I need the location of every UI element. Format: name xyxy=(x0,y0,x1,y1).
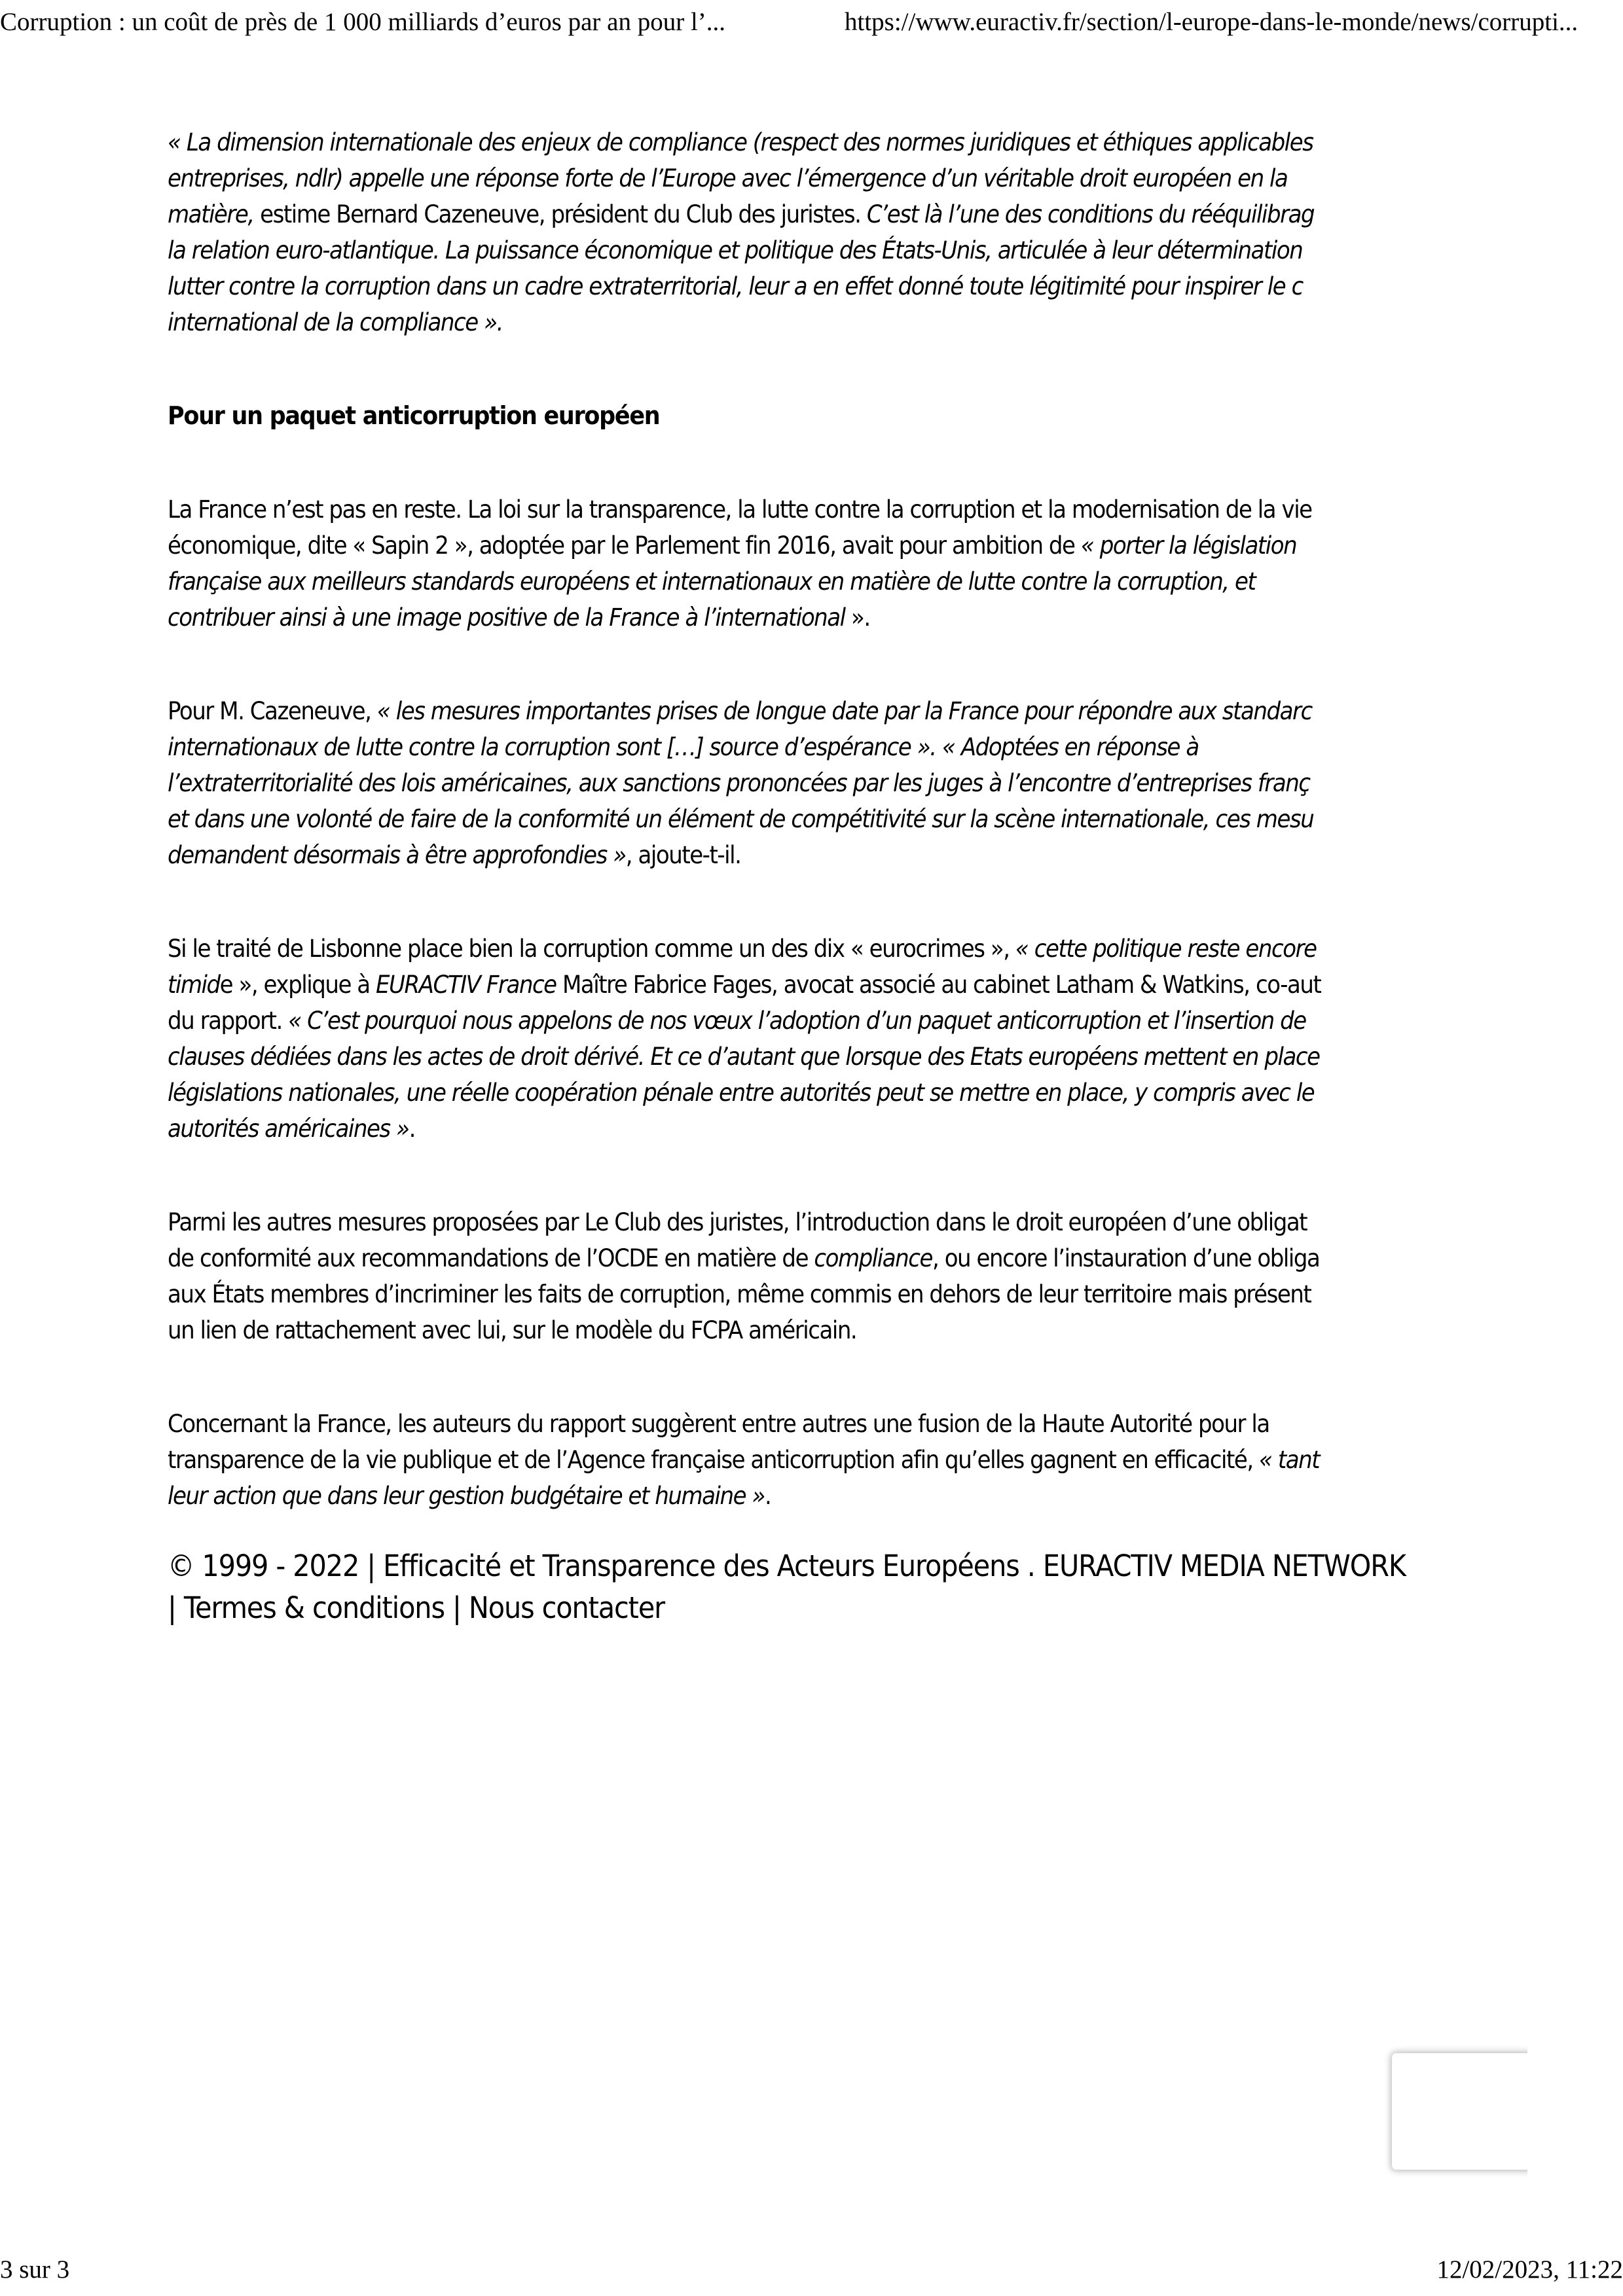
paragraph-lisbon-treaty xyxy=(168,931,1527,1147)
paragraph-cazeneuve-measures xyxy=(168,693,1527,873)
text-line xyxy=(168,1240,1527,1276)
text-line xyxy=(168,160,1527,196)
terms-link[interactable]: Termes & conditions xyxy=(183,1590,445,1625)
italic-text: « les mesures importantes prises de longue date par la France pour répondre aux standarc xyxy=(376,697,1312,725)
plain-text: estime Bernard Cazeneuve, président du Club des juristes. xyxy=(253,200,867,228)
paragraph-france-fusion xyxy=(168,1406,1527,1514)
text-line xyxy=(168,600,1527,636)
site-footer xyxy=(168,1545,1527,1629)
text-line xyxy=(168,765,1527,801)
italic-text: entreprises, ndlr) appelle une réponse forte de l’Europe avec l’émergence d’un véritable droit européen en la xyxy=(168,164,1288,192)
print-url: https://www.euractiv.fr/section/l-europe-dans-le-monde/news/corrupti... xyxy=(845,8,1578,36)
italic-text: l’extraterritorialité des lois américaines, aux sanctions prononcées par les juges à l’encontre d’entreprises franç xyxy=(168,769,1310,797)
text-line xyxy=(168,1276,1527,1312)
text-line xyxy=(168,1312,1527,1348)
text-line xyxy=(168,232,1527,268)
paragraph-cazeneuve-quote xyxy=(168,124,1527,340)
article-body xyxy=(168,124,1527,1629)
text-line xyxy=(168,304,1527,340)
print-footer xyxy=(0,2255,1623,2288)
italic-text: « tant xyxy=(1259,1446,1320,1474)
plain-text: aux États membres d’incriminer les faits de corruption, même commis en dehors de leur territoire mais présent xyxy=(168,1280,1311,1308)
text-line xyxy=(168,1111,1527,1147)
text-line xyxy=(168,268,1527,304)
italic-text: autorités américaines » xyxy=(168,1115,409,1143)
plain-text: Concernant la France, les auteurs du rapport suggèrent entre autres une fusion de la Haute Autorité pour la xyxy=(168,1410,1269,1438)
text-line xyxy=(168,1039,1527,1075)
copyright-text: © 1999 - 2022 | Efficacité et Transparence des Acteurs Européens . EURACTIV MEDIA NETWORK xyxy=(168,1549,1406,1583)
italic-text: C’est là l’une des conditions du rééquilibrag xyxy=(866,200,1315,228)
plain-text: . xyxy=(409,1115,415,1143)
article-viewport xyxy=(168,124,1527,2219)
text-line xyxy=(168,124,1527,160)
italic-text: et dans une volonté de faire de la conformité un élément de compétitivité sur la scène internationale, ces mesu xyxy=(168,805,1314,833)
italic-text: législations nationales, une réelle coopération pénale entre autorités peut se mettre en place, y compris avec le xyxy=(168,1079,1315,1107)
contact-link[interactable]: Nous contacter xyxy=(468,1590,665,1625)
plain-text: du rapport. xyxy=(168,1007,289,1035)
italic-text: contribuer ainsi à une image positive de la France à l’international xyxy=(168,603,845,632)
italic-text: compliance xyxy=(814,1244,932,1272)
italic-text: « cette politique reste encore xyxy=(1015,935,1317,963)
plain-text: Pour M. Cazeneuve, xyxy=(168,697,377,725)
footer-separator: | xyxy=(444,1590,469,1625)
plain-text: économique, dite « Sapin 2 », adoptée par le Parlement fin 2016, avait pour ambition de xyxy=(168,531,1081,560)
plain-text: un lien de rattachement avec lui, sur le modèle du FCPA américain. xyxy=(168,1316,857,1344)
section-heading: Pour un paquet anticorruption européen xyxy=(168,401,660,430)
text-line xyxy=(168,837,1527,873)
print-datetime: 12/02/2023, 11:22 xyxy=(1436,2255,1623,2284)
italic-text: leur action que dans leur gestion budgétaire et humaine » xyxy=(168,1482,765,1510)
plain-text: . xyxy=(764,1482,771,1510)
page-clip-mask xyxy=(1527,2029,1623,2199)
text-line xyxy=(168,528,1527,564)
italic-text: EURACTIV France xyxy=(376,971,556,999)
italic-text: « C’est pourquoi nous appelons de nos vœux l’adoption d’un paquet anticorruption et l’insertion de xyxy=(288,1007,1306,1035)
italic-text: clauses dédiées dans les actes de droit dérivé. Et ce d’autant que lorsque des Etats européens mettent en place xyxy=(168,1043,1320,1071)
italic-text: lutter contre la corruption dans un cadre extraterritorial, leur a en effet donné toute légitimité pour inspirer le c xyxy=(168,272,1303,300)
print-page-title: Corruption : un coût de près de 1 000 milliards d’euros par an pour l’... xyxy=(0,8,726,36)
text-line xyxy=(168,693,1527,729)
text-line xyxy=(168,564,1527,600)
italic-text: demandent désormais à être approfondies » xyxy=(168,841,626,869)
italic-text: française aux meilleurs standards européens et internationaux en matière de lutte contre la corruption, et xyxy=(168,567,1256,596)
text-line xyxy=(168,196,1527,232)
text-line xyxy=(168,1003,1527,1039)
text-line xyxy=(168,931,1527,967)
plain-text: transparence de la vie publique et de l’Agence française anticorruption afin qu’elles gagnent en efficacité, xyxy=(168,1446,1260,1474)
plain-text: ». xyxy=(845,603,870,632)
text-line xyxy=(168,1406,1527,1442)
plain-text: Parmi les autres mesures proposées par Le Club des juristes, l’introduction dans le droit européen d’une obligat xyxy=(168,1208,1307,1236)
plain-text: de conformité aux recommandations de l’OCDE en matière de xyxy=(168,1244,814,1272)
plain-text: La France n’est pas en reste. La loi sur la transparence, la lutte contre la corruption et la modernisation de la vie xyxy=(168,495,1312,524)
text-line xyxy=(168,1478,1527,1514)
italic-text: timid xyxy=(168,971,220,999)
italic-text: « La dimension internationale des enjeux de compliance (respect des normes juridiques et éthiques applicables xyxy=(168,128,1313,156)
page-indicator: 3 sur 3 xyxy=(0,2255,70,2284)
text-line xyxy=(168,1204,1527,1240)
footer-links xyxy=(168,1587,1527,1629)
text-line xyxy=(168,967,1527,1003)
plain-text: Si le traité de Lisbonne place bien la corruption comme un des dix « eurocrimes », xyxy=(168,935,1015,963)
text-line xyxy=(168,729,1527,765)
text-line xyxy=(168,801,1527,837)
italic-text: internationaux de lutte contre la corruption sont […] source d’espérance ». « Adoptées en réponse à xyxy=(168,733,1199,761)
text-line xyxy=(168,1075,1527,1111)
italic-text: « porter la législation xyxy=(1080,531,1297,560)
italic-text: la relation euro-atlantique. La puissance économique et politique des États-Unis, articulée à leur détermination xyxy=(168,236,1303,264)
text-line xyxy=(168,1442,1527,1478)
plain-text: , ajoute-t-il. xyxy=(625,841,741,869)
footer-separator: | xyxy=(168,1590,184,1625)
plain-text: , ou encore l’instauration d’une obliga xyxy=(932,1244,1320,1272)
paragraph-sapin-2 xyxy=(168,492,1527,636)
print-header xyxy=(0,8,1623,41)
plain-text: e », explique à xyxy=(219,971,376,999)
italic-text: matière, xyxy=(168,200,254,228)
paragraph-other-measures xyxy=(168,1204,1527,1348)
italic-text: international de la compliance ». xyxy=(168,308,503,336)
text-line xyxy=(168,492,1527,528)
plain-text: Maître Fabrice Fages, avocat associé au cabinet Latham & Watkins, co-aut xyxy=(556,971,1321,999)
